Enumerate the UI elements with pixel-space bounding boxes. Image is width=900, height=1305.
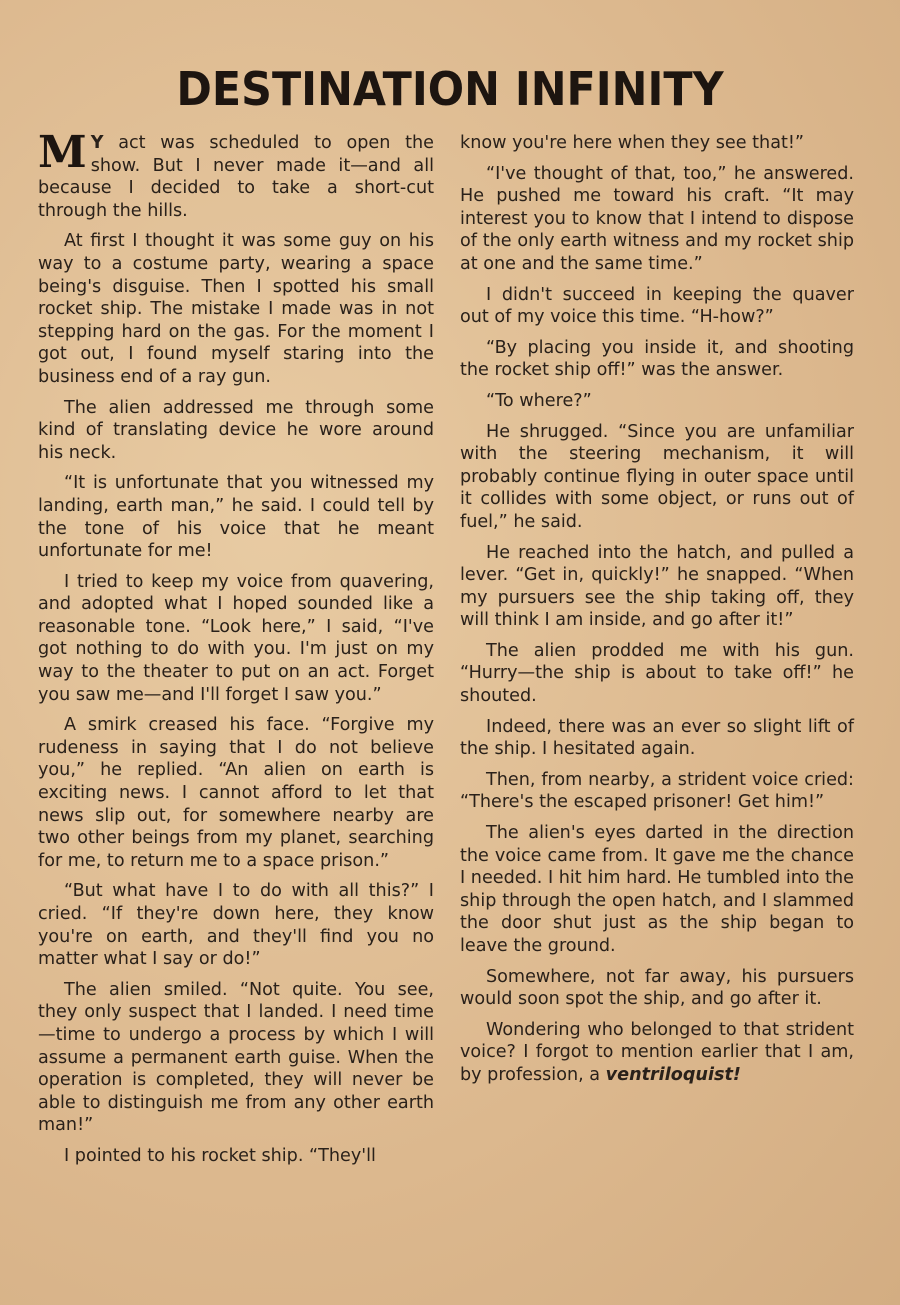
paragraph: The alien addressed me through some kind of translating device he wore around his neck. (38, 397, 434, 463)
paragraph: Indeed, there was an ever so slight lift of the ship. I hesitated again. (460, 716, 854, 760)
paragraph: The alien's eyes darted in the direction the voice came from. It gave me the chance I needed. I hit him hard. He tumbled into the ship through the open hatch, and I slammed the door shut just as the ship began to leave the ground. (460, 823, 854, 956)
final-paragraph (460, 1019, 854, 1087)
drop-cap: M (38, 127, 87, 178)
right-column (460, 132, 854, 1095)
paragraph: Then, from nearby, a strident voice cried: “There's the escaped prisoner! Get him!” (460, 769, 854, 813)
paragraph-continuation: know you're here when they see that!” (460, 133, 805, 153)
paragraph: Somewhere, not far away, his pursuers would soon spot the ship, and go after it. (460, 966, 854, 1010)
paragraph: He shrugged. “Since you are unfamiliar with the steering mechanism, it will probably continue flying in outer space until it collides with some object, or runs out of fuel,” he said. (460, 421, 854, 532)
paragraph: At first I thought it was some guy on his way to a costume party, wearing a space being's disguise. Then I spotted his small rocket ship. The mistake I made was in not stepping hard on the gas. For the moment I got out, I found myself staring into the business end of a ray gun. (38, 231, 434, 387)
drop-cap-tail: Y (90, 133, 104, 153)
paragraph: “But what have I to do with all this?” I cried. “If they're down here, they know you're on earth, and they'll find you no matter what I say or do!” (38, 881, 434, 970)
paragraph-text: act was scheduled to open the show. But I never made it—and all because I decided to take a short-cut through the hills. (38, 133, 435, 221)
paragraph: The alien smiled. “Not quite. You see, they only suspect that I landed. I need time—time to undergo a process by which I will assume a permanent earth guise. When the operation is completed, they will never be able to distinguish me from any other earth man!” (38, 979, 434, 1136)
final-word: ventriloquist! (605, 1064, 741, 1085)
paragraph: “I've thought of that, too,” he answered. He pushed me toward his craft. “It may interest you to know that I intend to dispose of the only earth witness and my rocket ship at one and the same time.” (460, 163, 854, 274)
paragraph: I tried to keep my voice from quavering, and adopted what I hoped sounded like a reasonable tone. “Look here,” I said, “I've got nothing to do with you. I'm just on my way to the theater to put on an act. Forget you saw me—and I'll forget I saw you.” (38, 571, 434, 705)
paragraph: I pointed to his rocket ship. “They'll (64, 1145, 376, 1166)
paragraph: He reached into the hatch, and pulled a lever. “Get in, quickly!” he snapped. “When my pursuers see the ship taking off, they will think I am inside, and go after it!” (460, 542, 854, 631)
paragraph: “It is unfortunate that you witnessed my landing, earth man,” he said. I could tell by the tone of his voice that he meant unfortunate for me! (38, 473, 434, 562)
paragraph: A smirk creased his face. “Forgive my rudeness in saying that I do not believe you,” he replied. “An alien on earth is exciting news. I cannot afford to let that news slip out, for somewhere nearby are two other beings from my planet, searching for me, to return me to a space prison.” (38, 715, 434, 871)
paragraph: I didn't succeed in keeping the quaver out of my voice this time. “H-how?” (460, 284, 854, 328)
left-column (38, 127, 435, 1176)
paragraph-text: Wondering who belonged to that strident voice? I forgot to mention earlier that I am, by profession, a (460, 1019, 854, 1085)
story-title: DESTINATION INFINITY (176, 62, 724, 116)
paragraph: “By placing you inside it, and shooting the rocket ship off!” was the answer. (460, 337, 854, 381)
opening-paragraph (38, 127, 435, 222)
paragraph: “To where?” (486, 390, 592, 411)
paragraph: The alien prodded me with his gun. “Hurry—the ship is about to take off!” he shouted. (460, 640, 854, 707)
